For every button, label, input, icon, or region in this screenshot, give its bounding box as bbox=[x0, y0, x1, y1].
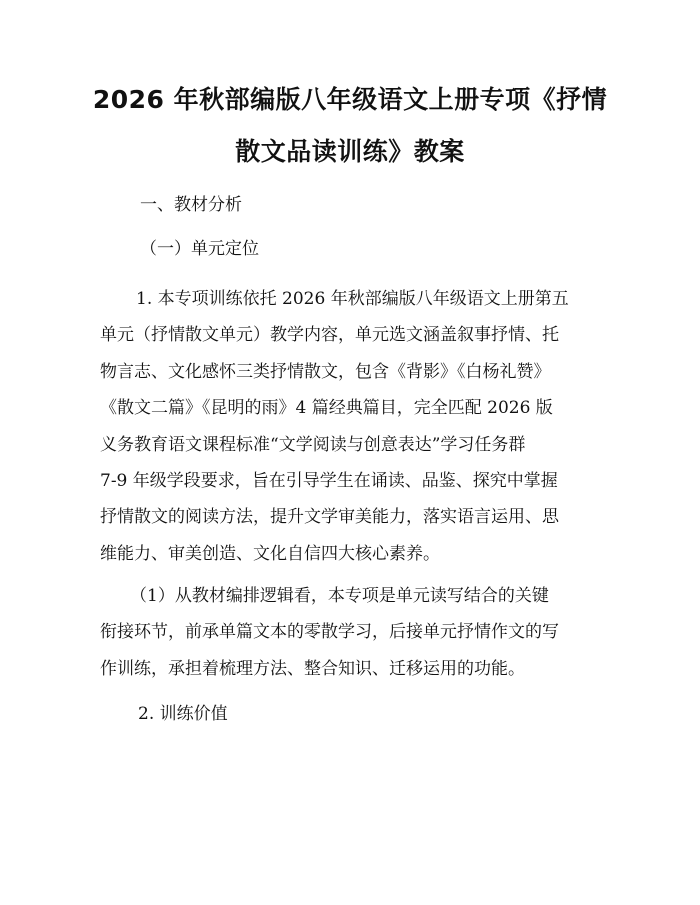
paragraph-line: 7-9 年级学段要求，旨在引导学生在诵读、品鉴、探究中掌握 bbox=[100, 470, 558, 491]
paragraph-unit-positioning bbox=[100, 281, 600, 572]
document-title-line-2: 散文品读训练》教案 bbox=[235, 137, 465, 166]
paragraph-line: 衔接环节，前承单篇文本的零散学习，后接单元抒情作文的写 bbox=[100, 622, 559, 643]
item-heading-training-value: 2. 训练价值 bbox=[138, 704, 228, 724]
paragraph-line: 物言志、文化感怀三类抒情散文，包含《背影》《白杨礼赞》 bbox=[100, 361, 551, 382]
paragraph-line: 义务教育语文课程标准“文学阅读与创意表达”学习任务群 bbox=[100, 434, 526, 455]
section-heading-textbook-analysis: 一、教材分析 bbox=[140, 195, 242, 215]
paragraph-line: 作训练，承担着梳理方法、整合知识、迁移运用的功能。 bbox=[100, 658, 525, 679]
subsection-heading-unit-positioning: （一）单元定位 bbox=[140, 239, 259, 259]
paragraph-line: （1）从教材编排逻辑看，本专项是单元读写结合的关键 bbox=[130, 586, 549, 606]
document-title-line-1: 2026 年秋部编版八年级语文上册专项《抒情 bbox=[92, 85, 608, 114]
paragraph-textbook-logic bbox=[100, 578, 600, 687]
paragraph-line: 抒情散文的阅读方法，提升文学审美能力，落实语言运用、思 bbox=[100, 507, 559, 528]
paragraph-line: 维能力、审美创造、文化自信四大核心素养。 bbox=[100, 543, 440, 564]
paragraph-line: 单元（抒情散文单元）教学内容，单元选文涵盖叙事抒情、托 bbox=[100, 325, 559, 346]
paragraph-line: 1. 本专项训练依托 2026 年秋部编版八年级语文上册第五 bbox=[136, 289, 569, 309]
paragraph-line: 《散文二篇》《昆明的雨》4 篇经典篇目，完全匹配 2026 版 bbox=[100, 398, 553, 419]
